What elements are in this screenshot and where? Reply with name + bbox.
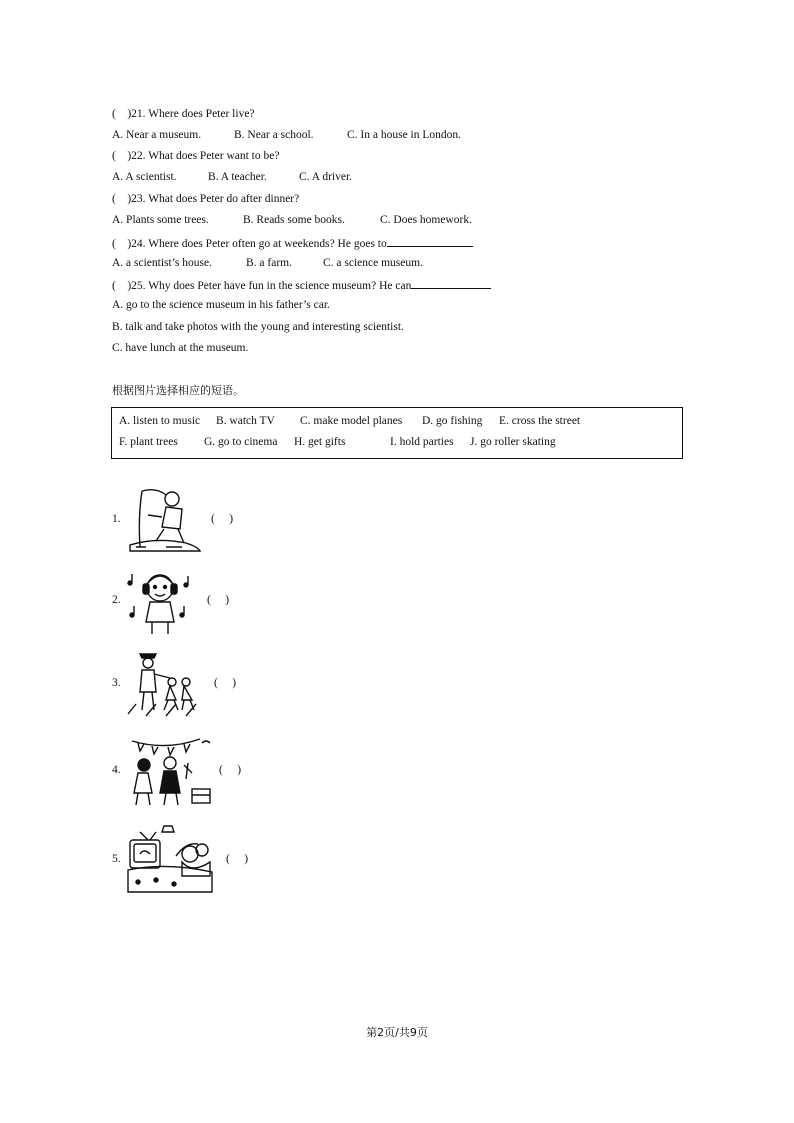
- question-25-stem: [112, 277, 491, 293]
- crossing-street-picture-icon: [126, 648, 206, 718]
- phrase-d: D. go fishing: [422, 415, 483, 427]
- question-23-stem: ( )23. What does Peter do after dinner?: [112, 193, 300, 205]
- picture-1-number: 1.: [112, 513, 121, 525]
- music-listening-picture-icon: [126, 566, 198, 636]
- question-25-stem-text: ( )25. Why does Peter have fun in the science museum? He can: [112, 280, 412, 292]
- phrase-b: B. watch TV: [216, 415, 275, 427]
- question-21-option-b: B. Near a school.: [234, 129, 314, 141]
- question-21-option-c: C. In a house in London.: [347, 129, 462, 141]
- picture-5-answer-paren: ( ): [226, 853, 249, 865]
- question-25-option-c: C. have lunch at the museum.: [112, 342, 249, 354]
- question-23-option-b: B. Reads some books.: [243, 214, 345, 226]
- phrase-i: I. hold parties: [390, 436, 454, 448]
- question-21-option-a: A. Near a museum.: [112, 129, 202, 141]
- question-21-stem: ( )21. Where does Peter live?: [112, 108, 255, 120]
- page-footer: 第2页/共9页: [366, 1026, 428, 1039]
- question-24-stem: [112, 235, 473, 251]
- picture-4-number: 4.: [112, 764, 121, 776]
- picture-3-answer-paren: ( ): [214, 677, 237, 689]
- question-22-option-c: C. A driver.: [299, 171, 353, 183]
- answer-blank: [411, 277, 491, 289]
- question-22-stem: ( )22. What does Peter want to be?: [112, 150, 280, 162]
- watching-tv-picture-icon: [126, 822, 216, 896]
- picture-3-number: 3.: [112, 677, 121, 689]
- picture-2-answer-paren: ( ): [207, 594, 230, 606]
- picture-4-answer-paren: ( ): [219, 764, 242, 776]
- phrase-f: F. plant trees: [119, 436, 178, 448]
- picture-1-answer-paren: ( ): [211, 513, 234, 525]
- party-picture-icon: [126, 735, 214, 807]
- phrase-h: H. get gifts: [294, 436, 346, 448]
- fishing-picture-icon: [126, 487, 204, 553]
- section-title: 根据图片选择相应的短语。: [112, 384, 244, 397]
- phrase-j: J. go roller skating: [470, 436, 556, 448]
- question-24-stem-text: ( )24. Where does Peter often go at weekends? He goes to: [112, 238, 387, 250]
- phrase-box: [111, 407, 683, 459]
- picture-5-number: 5.: [112, 853, 121, 865]
- answer-blank: [387, 235, 473, 247]
- question-24-option-b: B. a farm.: [246, 257, 292, 269]
- phrase-a: A. listen to music: [119, 415, 201, 427]
- picture-2-number: 2.: [112, 594, 121, 606]
- question-23-option-a: A. Plants some trees.: [112, 214, 209, 226]
- question-22-option-b: B. A teacher.: [208, 171, 267, 183]
- phrase-g: G. go to cinema: [204, 436, 278, 448]
- question-25-option-b: B. talk and take photos with the young and interesting scientist.: [112, 321, 404, 333]
- question-22-option-a: A. A scientist.: [112, 171, 177, 183]
- question-25-option-a: A. go to the science museum in his father’s car.: [112, 299, 330, 311]
- question-24-option-c: C. a science museum.: [323, 257, 423, 269]
- phrase-e: E. cross the street: [499, 415, 581, 427]
- question-23-option-c: C. Does homework.: [380, 214, 472, 226]
- question-24-option-a: A. a scientist’s house.: [112, 257, 212, 269]
- phrase-c: C. make model planes: [300, 415, 403, 427]
